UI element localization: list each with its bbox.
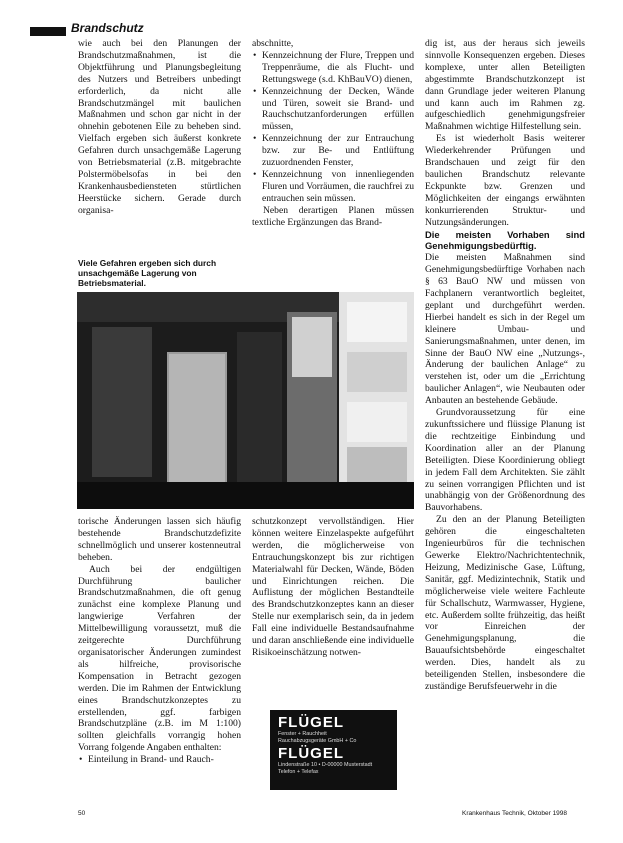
ad-line: Rauchabzugsgeräte GmbH + Co xyxy=(278,738,357,744)
paragraph: Neben derartigen Planen müssen textliche Ergänzungen das Brand- xyxy=(252,204,414,228)
column2-bottom-text xyxy=(252,516,414,659)
ad-brand: FLÜGEL xyxy=(278,714,344,731)
column1-bottom-text xyxy=(78,516,241,766)
paragraph: abschnitte, xyxy=(252,38,294,49)
paragraph: Zu den an der Planung Beteiligten gehören die eingeschalteten Ingenieurbüros für die technischen Gewerke Elektro/Nachrichtentechnik, Heizung, Medizinische Gase, Lüftung, Sanitär, ggf. Medizintechnik, Statik und möglicherweise viele weitere Fachleute für Schallschutz, Warmwasser, Hygiene, etc. Außerdem sollte frühzeitig, das heißt vor Einreichen der Genehmigungsplanung, die Bauaufsichtsbehörde eingeschaltet werden. Dies, handelt als zu beteiligenden Stellen, insbesondere die zuständige Berufsfeuerwehr in die xyxy=(425,514,585,692)
column3-text xyxy=(425,38,585,693)
header-bar xyxy=(30,27,66,36)
image-caption: Viele Gefahren ergeben sich durch unsachgemäße Lagerung von Betriebsmaterial. xyxy=(78,258,217,288)
advertisement xyxy=(270,710,397,790)
photo-illustration xyxy=(77,292,414,509)
ad-line: Fenster + Rauchheit xyxy=(278,731,327,737)
column1-top-text xyxy=(78,38,241,217)
page-number: 50 xyxy=(78,810,86,817)
ad-line: Lindenstraße 10 • D-00000 Musterstadt xyxy=(278,762,373,768)
ad-brand-repeat: FLÜGEL xyxy=(278,745,344,762)
paragraph: schutzkonzept vervollständigen. Hier können weitere Einzelaspekte aufgeführt werden, die möglicherweise von Entrauchungskonzept bis zur richtigen Materialwahl für Decken, Wände, Böden und Einrichtungen reichen. Die Auflistung der möglichen Bestandteile des Brandschutzkonzeptes kann an dieser Stelle nur exemplarisch sein, da in jedem Fall eine individuelle Bestandsaufnahme und daran anschließende eine individuelle Risikoeinschätzung notwen- xyxy=(252,516,414,658)
list-item: • Kennzeichnung der zur Entrauchung bzw. zur Be- und Entlüftung zuzuordnenden Fenster, xyxy=(262,133,414,169)
section-title: Brandschutz xyxy=(71,21,144,35)
paragraph: dig ist, aus der heraus sich jeweils sinnvolle Konsequenzen ergeben. Dieses komplexe, unter allen Beteiligten abgestimmte Brandschutzkonzept ist dann Grundlage jeder weiteren Planung und kann auch im Rahmen zg. aufgeschiedlich genehmigungsfreier Maßnahmen wichtige Hilfestellung sein. xyxy=(425,38,585,133)
paragraph: torische Änderungen lassen sich häufig bestehende Brandschutzdefizite schnellmöglich und unserer kostenneutral beheben. xyxy=(78,516,241,563)
bullet-list xyxy=(252,50,414,205)
list-item: • Kennzeichnung von innenliegenden Fluren und Vorräumen, die rauchfrei zu entrauchen sein müssen. xyxy=(262,169,414,205)
list-item: • Einteilung in Brand- und Rauch- xyxy=(88,754,241,766)
paragraph: Grundvoraussetzung für eine zukunftssichere und flüssige Planung ist die rechtzeitige Einbindung und Koordination aller an der Planung Beteiligten. Diese Koordinierung obliegt in jedem Fall dem Architekten. Sie zählt zu seinen vorrangigen Pflichten und ist unabhängig von der Größenordnung des Bauvorhabens. xyxy=(425,407,585,514)
list-item: • Kennzeichnung der Decken, Wände und Türen, soweit sie Brand- und Rauchschutzanforderungen erfüllen müssen, xyxy=(262,86,414,134)
paragraph: Es ist wiederholt Basis weiterer Wiederkehrender Prüfungen und Brandschauen und zeigt für den baulichen Brandschutz relevante Eckpunkte bzw. Grenzen und Möglichkeiten der eingangs erwähnten konkurrierenden Struktur- und Nutzungsänderungen. xyxy=(425,133,585,228)
column2-top-text xyxy=(252,38,414,229)
storage-photo xyxy=(77,292,414,509)
paragraph: Auch bei der endgültigen Durchführung baulicher Brandschutzmaßnahmen, die oft genug zunächst eine komplexe Planung und langwierige Verfahren der Mittelbewilligung voraussetzt, muß die zeitgerechte Durchführung organisatorischer Änderungen zumindest als hilfreiche, provisorische Kompensation in Betracht gezogen werden. Die im Rahmen der Entwicklung eines Brandschutzkonzeptes zu erstellenden, ggf. farbigen Brandschutzpläne (z.B. im M 1:100) sollten gleichfalls vorrangig hohen Vorrang folgende Angaben enthalten: xyxy=(78,563,241,754)
bullet-list xyxy=(78,754,241,766)
paragraph: Die meisten Maßnahmen sind Genehmigungsbedürftige Vorhaben nach § 63 BauO NW und müssen von Fachplanern verantwortlich begleitet, geplant und durchgeführt werden. Hierbei handelt es sich in der Regel um kleinere Umbau- und Sanierungsmaßnahmen, unter denen, im Sinne der BauO NW eine „Nutzungs-, Änderung der baulichen Anlage“ zu verstehen ist, oder um die „Errichtung baulicher Anlagen“, wie Neubauten oder Anbauten an bestehende Gebäude. xyxy=(425,252,585,407)
ad-line: Telefon + Telefax xyxy=(278,769,319,775)
paragraph: wie auch bei den Planungen der Brandschutzmaßnahmen, ist die Objektführung und Planungsbegleitung des Nutzers und Betreibers unbedingt erforderlich, da nicht alle Brandschutzmängel mit baulichen Maßnahmen und schon gar nicht in der ohnehin gebotenen Eile zu beheben sind. Vielfach ergeben sich äußerst konkrete Gefahren durch unsachgemäße Lagerung von Betriebsmaterial (z.B. mitgebrachte Polstermöbelsofas in bei den Krankenhausbediensteten stürtlichen Heerstücke sichern. Gerade durch organisa- xyxy=(78,38,241,216)
subheading: Die meisten Vorhaben sind Genehmigungsbedürftig. xyxy=(425,228,585,252)
list-item: • Kennzeichnung der Flure, Treppen und Treppenräume, die als Flucht- und Rettungswege (s.d. KhBauVO) dienen, xyxy=(262,50,414,86)
journal-footer: Krankenhaus Technik, Oktober 1998 xyxy=(462,810,568,817)
